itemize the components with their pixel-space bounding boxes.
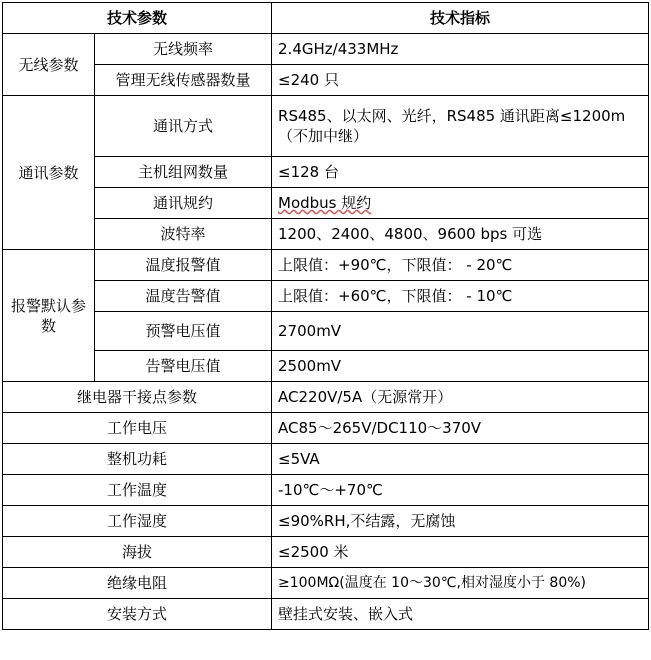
- param-name: 安装方式: [3, 599, 272, 630]
- param-name: 绝缘电阻: [3, 568, 272, 599]
- table-row: [3, 413, 649, 444]
- table-row: [3, 34, 649, 65]
- param-name: 告警电压值: [95, 351, 272, 382]
- param-value: ≤128 台: [272, 157, 649, 188]
- param-name: 工作湿度: [3, 506, 272, 537]
- param-value: 上限值：+90℃，下限值： - 20℃: [272, 250, 649, 281]
- table-row: [3, 506, 649, 537]
- param-name: 预警电压值: [95, 312, 272, 351]
- param-value: RS485、以太网、光纤，RS485 通讯距离≤1200m（不加中继）: [272, 96, 649, 157]
- param-name: 工作温度: [3, 475, 272, 506]
- param-value: AC85～265V/DC110～370V: [272, 413, 649, 444]
- param-name: 管理无线传感器数量: [95, 65, 272, 96]
- param-name: 波特率: [95, 219, 272, 250]
- param-value: AC220V/5A（无源常开）: [272, 382, 649, 413]
- param-value: 2700mV: [272, 312, 649, 351]
- table-row: [3, 475, 649, 506]
- param-name: 温度报警值: [95, 250, 272, 281]
- header-row: [3, 3, 649, 34]
- header-spec: 技术指标: [272, 3, 649, 34]
- param-name: 主机组网数量: [95, 157, 272, 188]
- param-value: ≤2500 米: [272, 537, 649, 568]
- table-row: [3, 250, 649, 281]
- table-row: [3, 351, 649, 382]
- param-name: 继电器干接点参数: [3, 382, 272, 413]
- table-row: [3, 281, 649, 312]
- param-name: 整机功耗: [3, 444, 272, 475]
- param-value: 上限值：+60℃，下限值： - 10℃: [272, 281, 649, 312]
- spec-table: [2, 2, 649, 630]
- param-value-text: Modbus 规约: [278, 194, 372, 212]
- header-param: 技术参数: [3, 3, 272, 34]
- table-row: [3, 157, 649, 188]
- param-value: 2500mV: [272, 351, 649, 382]
- group-label-comm: 通讯参数: [3, 96, 95, 250]
- param-value: ≤240 只: [272, 65, 649, 96]
- param-value: [272, 188, 649, 219]
- param-name: 通讯方式: [95, 96, 272, 157]
- group-label-wireless: 无线参数: [3, 34, 95, 96]
- param-value: -10℃～+70℃: [272, 475, 649, 506]
- param-name: 工作电压: [3, 413, 272, 444]
- param-name: 无线频率: [95, 34, 272, 65]
- table-row: [3, 568, 649, 599]
- group-label-alarm: 报警默认参数: [3, 250, 95, 382]
- param-value: ≥100MΩ(温度在 10～30℃,相对湿度小于 80%): [272, 568, 649, 599]
- table-row: [3, 382, 649, 413]
- table-row: [3, 312, 649, 351]
- table-row: [3, 219, 649, 250]
- param-name: 海拔: [3, 537, 272, 568]
- table-row: [3, 65, 649, 96]
- param-value: 1200、2400、4800、9600 bps 可选: [272, 219, 649, 250]
- param-name: 通讯规约: [95, 188, 272, 219]
- table-row: [3, 96, 649, 157]
- param-value: 壁挂式安装、嵌入式: [272, 599, 649, 630]
- param-value: ≤5VA: [272, 444, 649, 475]
- table-row: [3, 599, 649, 630]
- table-row: [3, 444, 649, 475]
- param-value: ≤90%RH,不结露，无腐蚀: [272, 506, 649, 537]
- param-name: 温度告警值: [95, 281, 272, 312]
- param-value: 2.4GHz/433MHz: [272, 34, 649, 65]
- table-row: [3, 188, 649, 219]
- table-row: [3, 537, 649, 568]
